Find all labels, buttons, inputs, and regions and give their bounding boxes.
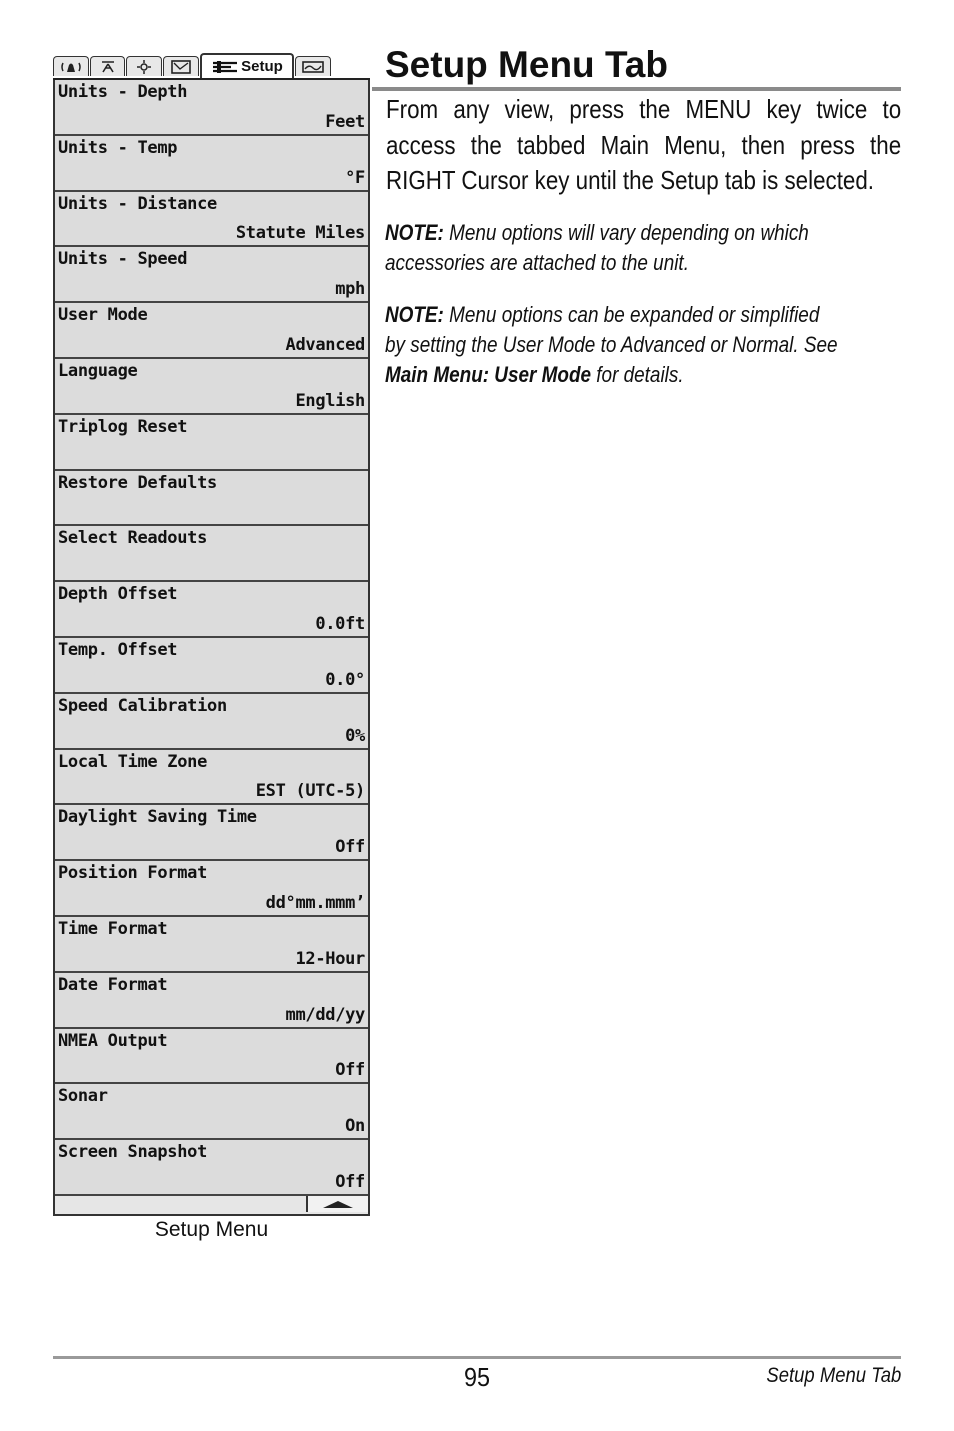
menu-item-value: English bbox=[295, 390, 365, 411]
menu-item-units-depth[interactable] bbox=[55, 80, 368, 136]
menu-tab-bar bbox=[53, 53, 370, 80]
tab-sonar[interactable] bbox=[126, 56, 162, 76]
menu-item-sonar[interactable] bbox=[55, 1084, 368, 1140]
menu-item-value: On bbox=[345, 1116, 365, 1137]
menu-item-label: Language bbox=[58, 360, 138, 381]
setup-menu-screenshot bbox=[53, 53, 370, 1216]
menu-item-value: dd°mm.mmm’ bbox=[265, 892, 365, 913]
tab-setup-label: Setup bbox=[241, 58, 283, 75]
menu-item-screen-snapshot[interactable] bbox=[55, 1140, 368, 1196]
menu-item-label: Units - Depth bbox=[58, 82, 188, 102]
tab-setup[interactable] bbox=[200, 53, 294, 78]
menu-item-local-time-zone[interactable] bbox=[55, 750, 368, 806]
menu-item-value: 0% bbox=[345, 725, 365, 746]
menu-item-label: Time Format bbox=[58, 918, 168, 939]
note-prefix: NOTE: bbox=[385, 302, 444, 327]
views-icon bbox=[301, 60, 325, 74]
menu-item-label: Screen Snapshot bbox=[58, 1142, 208, 1163]
page-number: 95 bbox=[463, 1362, 491, 1392]
menu-item-units-temp[interactable] bbox=[55, 136, 368, 192]
menu-item-label: Daylight Saving Time bbox=[58, 807, 257, 828]
menu-item-restore-defaults[interactable] bbox=[55, 471, 368, 527]
menu-item-value: 0.0° bbox=[325, 669, 365, 690]
setup-icon bbox=[211, 60, 239, 74]
menu-item-value: Statute Miles bbox=[235, 223, 365, 244]
menu-item-value: Off bbox=[335, 1060, 365, 1081]
menu-item-speed-calibration[interactable] bbox=[55, 694, 368, 750]
menu-item-label: Position Format bbox=[58, 863, 208, 884]
menu-item-time-format[interactable] bbox=[55, 917, 368, 973]
menu-item-value: mph bbox=[335, 279, 365, 300]
menu-item-label: Triplog Reset bbox=[58, 416, 188, 437]
note-text: Menu options will vary depending on which accessories are attached to the unit. bbox=[385, 220, 809, 275]
menu-item-value: Advanced bbox=[285, 334, 365, 355]
menu-item-label: Sonar bbox=[58, 1086, 108, 1107]
menu-item-label: User Mode bbox=[58, 305, 148, 326]
figure-caption: Setup Menu bbox=[154, 1218, 269, 1241]
menu-item-value: Off bbox=[335, 1171, 365, 1192]
footer-divider bbox=[53, 1356, 901, 1359]
setup-menu-list bbox=[53, 80, 370, 1196]
note-prefix: NOTE: bbox=[385, 220, 444, 245]
page-title: Setup Menu Tab bbox=[385, 44, 668, 85]
intro-paragraph: From any view, press the MENU key twice to access the tabbed Main Menu, then press the RIGHT Cursor key until the Setup tab is selected. bbox=[386, 94, 902, 195]
note-suffix: for details. bbox=[591, 362, 684, 387]
menu-item-label: Select Readouts bbox=[58, 528, 208, 549]
menu-item-triplog-reset[interactable] bbox=[55, 415, 368, 471]
menu-item-language[interactable] bbox=[55, 359, 368, 415]
scroll-up-arrow-icon bbox=[321, 1199, 355, 1209]
menu-item-label: Depth Offset bbox=[58, 584, 178, 605]
tab-views[interactable] bbox=[295, 56, 331, 76]
menu-item-nmea-output[interactable] bbox=[55, 1029, 368, 1085]
menu-item-label: Local Time Zone bbox=[58, 751, 208, 772]
cross-reference-link[interactable]: Main Menu: User Mode bbox=[385, 362, 592, 387]
menu-item-date-format[interactable] bbox=[55, 973, 368, 1029]
menu-item-units-distance[interactable] bbox=[55, 192, 368, 248]
menu-item-label: Restore Defaults bbox=[58, 472, 217, 493]
menu-item-value: 0.0ft bbox=[315, 613, 365, 634]
menu-item-label: Units - Distance bbox=[58, 193, 217, 214]
note-text: Menu options can be expanded or simplified by setting the User Mode to Advanced or Normal. See bbox=[385, 302, 838, 357]
menu-item-label: Units - Speed bbox=[58, 249, 188, 270]
menu-item-value: EST (UTC-5) bbox=[255, 781, 365, 802]
menu-item-value: Feet bbox=[325, 111, 365, 132]
menu-item-label: Units - Temp bbox=[58, 137, 178, 158]
menu-item-value: 12-Hour bbox=[295, 948, 365, 969]
navigation-icon bbox=[98, 60, 118, 74]
menu-item-label: Speed Calibration bbox=[58, 695, 227, 716]
menu-item-value: mm/dd/yy bbox=[285, 1004, 365, 1025]
menu-item-select-readouts[interactable] bbox=[55, 526, 368, 582]
menu-scroll-bar bbox=[53, 1196, 370, 1216]
menu-item-units-speed[interactable] bbox=[55, 247, 368, 303]
note-accessories bbox=[385, 218, 841, 278]
chart-icon bbox=[170, 59, 192, 75]
tab-navigation[interactable] bbox=[90, 56, 125, 76]
tab-chart[interactable] bbox=[163, 56, 199, 76]
menu-item-temp-offset[interactable] bbox=[55, 638, 368, 694]
title-divider bbox=[372, 87, 901, 91]
running-footer-title: Setup Menu Tab bbox=[766, 1364, 901, 1387]
menu-item-depth-offset[interactable] bbox=[55, 582, 368, 638]
note-user-mode bbox=[385, 300, 841, 390]
tab-alarms[interactable] bbox=[53, 56, 89, 76]
menu-item-label: Temp. Offset bbox=[58, 639, 178, 660]
menu-item-label: NMEA Output bbox=[58, 1030, 168, 1051]
menu-item-user-mode[interactable] bbox=[55, 303, 368, 359]
alarms-icon bbox=[58, 60, 84, 74]
menu-item-daylight-saving-time[interactable] bbox=[55, 805, 368, 861]
menu-item-label: Date Format bbox=[58, 974, 168, 995]
menu-item-value: Off bbox=[335, 837, 365, 858]
menu-item-value: °F bbox=[345, 167, 365, 188]
scroll-up-button[interactable] bbox=[306, 1196, 368, 1212]
menu-item-position-format[interactable] bbox=[55, 861, 368, 917]
sonar-icon bbox=[134, 59, 154, 75]
